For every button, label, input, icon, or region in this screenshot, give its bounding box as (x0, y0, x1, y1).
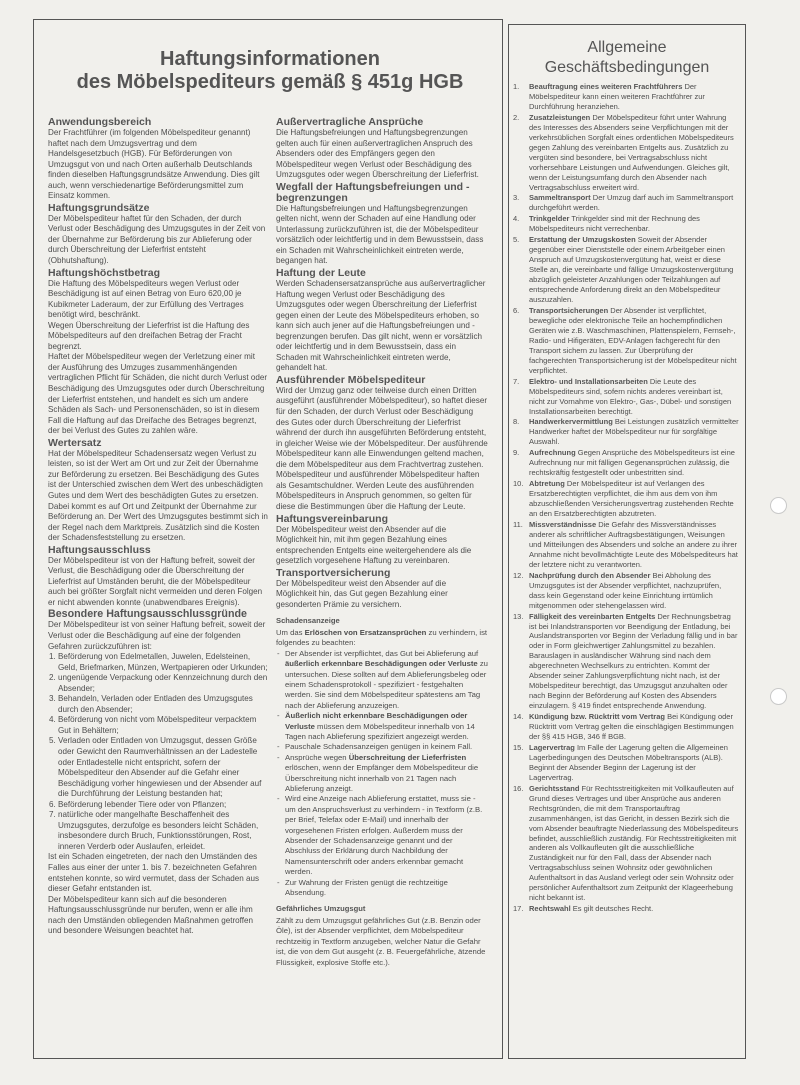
haftung-column-2 (276, 116, 488, 968)
list-item: - Ansprüche wegen Überschreitung der Lieferfristen erlöschen, wenn der Empfänger dem Möbelspediteur die Überschreitung nicht innerhalb von 21 Tagen nach Ablieferung anzeigt. (285, 753, 488, 795)
list-item: - Der Absender ist verpflichtet, das Gut bei Ablieferung auf äußerlich erkennbare Beschädigungen oder Verluste zu untersuchen. Diese sollten auf dem Ablieferungsbeleg oder einem Schadensprotokoll - spezifiziert - festgehalten werden. Sie sind dem Möbelspediteur spätestens am Tag nach der Ablieferung anzuzeigen. (285, 649, 488, 711)
section-text: Die Haftungsbefreiungen und Haftungsbegrenzungen gelten nicht, wenn der Schaden auf eine Handlung oder Unterlassung zurückzuführen ist, die der Möbelspediteur vorsätzlich oder leichtfertig und in dem Bewusstsein, dass ein Schaden mit Wahrscheinlichkeit eintreten werde, begangen hat. (276, 203, 484, 266)
section-heading: Haftungsausschluss (48, 543, 151, 556)
section-text: Ist ein Schaden eingetreten, der nach den Umständen des Falles aus einer der unter 1. bis 7. bezeichneten Gefahren entstehen konnte, so wird vermutet, dass der Schaden aus dieser Gefahr entstanden ist. (48, 852, 260, 894)
schaden-list (276, 649, 488, 899)
agb-item: 17. Rechtswahl Es gilt deutsches Recht. (513, 904, 654, 914)
section-text: Der Möbelspediteur weist den Absender auf die Möglichkeit hin, mit ihm gegen Bezahlung eines entsprechenden Entgelts eine weitergehendere als die gesetzlich vorgesehene Haftung zu vereinbaren. (276, 524, 472, 566)
agb-item: 3. Sammeltransport Der Umzug darf auch im Sammeltransport durchgeführt werden. (513, 193, 734, 213)
agb-item: 10. Abtretung Der Möbelspediteur ist auf Verlangen des Ersatzberechtigten verpflichtet, die ihm aus dem von ihm abzuschließenden Versicherungsvertrag zustehenden Rechte an den Ersatzberechtigten abzutreten. (513, 479, 734, 519)
agb-item: 14. Kündigung bzw. Rücktritt vom Vertrag Bei Kündigung oder Rücktritt vom Vertrag gelten die einschlägigen Bestimmungen der §§ 415 HGB, 346 ff BGB. (513, 712, 734, 741)
section-heading: Anwendungsbereich (48, 116, 152, 128)
agb-item: 6. Transportsicherungen Der Absender ist verpflichtet, bewegliche oder elektronische Teile an hochempfindlichen Geräten wie z.B. Waschmaschinen, Plattenspielern, Fernseh-, Radio- und Hifigeräten, EDV-Anlagen fachgerecht für den Transport sichern zu lassen. Zur Überprüfung der fachgerechten Transportsicherung ist der Möbelspediteur nicht verpflichtet. (513, 305, 737, 375)
agb-item: 13. Fälligkeit des vereinbarten Entgelts Der Rechnungsbetrag ist bei Inlandstransporten vor Beendigung der Entladung, bei Auslandstransporten vor Beginn der Verladung fällig und in bar oder in Form gleichwertiger Zahlungsmittel zu bezahlen. Barauslagen in ausländischer Währung sind nach dem abgerechneten Wechselkurs zu entrichten. Kommt der Absender seiner Zahlungsverpflichtung nicht nach, ist der Möbelspediteur berechtigt, das Umzugsgut anzuhalten oder nach Beginn der Beförderung auf Kosten des Absenders einzulagern. § 419 findet entsprechende Anwendung. (513, 611, 738, 711)
section-text: Der Frachtführer (im folgenden Möbelspediteur genannt) haftet nach dem Umzugsvertrag und dem Handelsgesetzbuch (HGB). Für Beförderungen von Umzugsgut von und nach Orten außerhalb Deutschlands finden dieselben Haftungsgrundsätze Anwendung. Dies gilt auch, wenn verschiedenartige Beförderungsmittel zum Einsatz kommen. (48, 128, 260, 201)
section-text: Die Haftungsbefreiungen und Haftungsbegrenzungen gelten auch für einen außervertraglichen Anspruch des Absenders oder des Empfängers gegen den Möbelspediteur wegen Verlust oder Beschädigung des Umzugsgutes oder wegen Überschreitung der Lieferfrist. (276, 128, 479, 180)
agb-item: 11. Missverständnisse Die Gefahr des Missverständnisses anderer als schriftlicher Auftragsbestätigungen, Weisungen und Mitteilungen des Absenders und solche an andere zu ihrer Annahme nicht bevollmächtigte Leute des Möbelspediteurs hat der letztere nicht zu verantworten. (513, 519, 738, 569)
subsection-heading: Gefährliches Umzugsgut (276, 904, 366, 914)
agb-item: 4. Trinkgelder Trinkgelder sind mit der Rechnung des Möbelspediteurs nicht verrechenbar. (513, 214, 700, 234)
agb-item: 7. Elektro- und Installationsarbeiten Die Leute des Möbelspediteurs sind, sofern nichts anderes vereinbart ist, nicht zur Vornahme von Elektro-, Gas-, Dübel- und sonstigen Installationsarbeiten berechtigt. (513, 376, 732, 416)
section-heading: Haftungshöchstbetrag (48, 266, 161, 279)
agb-item: 5. Erstattung der Umzugskosten Soweit der Absender gegenüber einer Dienststelle oder einem Arbeitgeber einen Anspruch auf Umzugskostenvergütung hat, weist er diese Stelle an, die vereinbarte und fällige Umzugskostenvergütung abzüglich geleisteter Anzahlungen oder Teilzahlungen auf entsprechende Anforderung direkt an den Möbelspediteur auszuzahlen. (513, 235, 734, 305)
section-heading: Transportversicherung (276, 566, 391, 579)
list-item: 1. Beförderung von Edelmetallen, Juwelen, Edelsteinen, Geld, Briefmarken, Münzen, Wertpapieren oder Urkunden; (58, 652, 268, 673)
agb-item: 16. Gerichtsstand Für Rechtsstreitigkeiten mit Vollkaufleuten auf Grund dieses Vertrages und über Ansprüche aus anderen Rechtsgründen, die mit dem Transportauftrag zusammenhängen, ist das Gericht, in dessen Bezirk sich die vom Absender beauftragte Niederlassung des Möbelspediteurs befindet, ausschließlich zuständig. Für Rechtsstreitigkeiten mit anderen als Vollkaufleuten gilt die ausschließliche Zuständigkeit nur für den Fall, dass der Absender nach Vertragsabschluss seinen Wohnsitz oder gewöhnlichen Aufenthaltsort in das Ausland verlegt oder sein Wohnsitz oder persönlicher Aufenthaltsort zum Zeitpunkt der Klageerhebung nicht bekannt ist. (513, 783, 739, 903)
list-item: - Zur Wahrung der Fristen genügt die rechtzeitige Absendung. (285, 878, 488, 899)
schaden-intro: Um das Erlöschen von Ersatzansprüchen zu verhindern, ist folgendes zu beachten: (276, 627, 488, 648)
section-text: Werden Schadensersatzansprüche aus außervertraglicher Haftung wegen Verlust oder Beschädigung des Umzugsgutes oder wegen Überschreitung der Lieferfrist gegen einen der Leute des Möbelspediteurs erhoben, so kann sich auch jener auf die Haftungsbefreiungen und -begrenzungen berufen. Das gilt nicht, wenn er vorsätzlich oder leichtfertig und in dem Bewusstsein, dass ein Schaden mit Wahrscheinlichkeit eintreten werde, gehandelt hat. (276, 279, 486, 373)
agb-item: 8. Handwerkervermittlung Bei Leistungen zusätzlich vermittelter Handwerker haftet der Möbelspediteur nur für sorgfältige Auswahl. (513, 417, 739, 447)
list-item: 4. Beförderung von nicht vom Möbelspediteur verpacktem Gut in Behältern; (58, 715, 268, 736)
haftung-column-1 (48, 116, 268, 937)
section-text: Der Möbelspediteur ist von der Haftung befreit, soweit der Verlust, die Beschädigung oder die Überschreitung der Lieferfrist auf Umständen beruht, die der Möbelspediteur auch bei größter Sorgfalt nicht vermeiden und deren Folgen er nicht abwenden konnte (unabwendbares Ereignis). (48, 555, 263, 607)
list-item: 6. Beförderung lebender Tiere oder von Pflanzen; (58, 800, 268, 811)
haftung-title-line1: Haftungsinformationen (160, 48, 380, 70)
section-text: Wegen Überschreitung der Lieferfrist ist die Haftung des Möbelspediteurs auf den dreifachen Betrag der Fracht begrenzt. (48, 320, 250, 351)
haftung-title-line2: des Möbelspediteurs gemäß § 451g HGB (76, 71, 464, 93)
section-text: Wird der Umzug ganz oder teilweise durch einen Dritten ausgeführt (ausführender Möbelspediteur), so haftet dieser für den Schaden, der durch Verlust oder Beschädigung des Gutes oder durch Überschreitung der Lieferfrist während der durch ihn ausgeführten Beförderung entsteht, in gleicher Weise wie der Möbelspediteur. Der ausführende Möbelspediteur kann alle Einwendungen geltend machen, die dem Möbelspediteur aus dem Frachtvertrag zustehen. Möbelspediteur und ausführender Möbelspediteur haften als Gesamtschuldner. Werden Leute des ausführenden Möbelspediteurs in Anspruch genommen, so gelten für diese die Bestimmungen über die Haftung der Leute. (276, 385, 488, 511)
section-heading: Außervertragliche Ansprüche (276, 116, 424, 128)
agb-column (513, 82, 739, 915)
section-heading: Besondere Haftungsausschlussgründe (48, 608, 247, 621)
agb-item: 12. Nachprüfung durch den Absender Bei Abholung des Umzugsgutes ist der Absender verpflichtet, nachzuprüfen, dass kein Gegenstand oder keine Einrichtung irrtümlich mitgenommen oder stehengelassen wird. (513, 570, 722, 610)
list-item: 5. Verladen oder Entladen von Umzugsgut, dessen Größe oder Gewicht den Raumverhältnissen an der Ladestelle oder Entladestelle nicht entspricht, sofern der Möbelspediteur den Absender auf die Gefahr einer Beschädigung vorher hingewiesen und der Absender auf die Durchführung der Leistung bestanden hat; (58, 736, 268, 799)
section-heading: Ausführender Möbelspediteur (276, 373, 426, 386)
section-text: Hat der Möbelspediteur Schadensersatz wegen Verlust zu leisten, so ist der Wert am Ort und zur Zeit der Übernahme zur Beförderung zu ersetzen. Bei Beschädigung des Gutes ist der Unterschied zwischen dem Wert des unbeschädigten Gutes und dem Wert des beschädigten Gutes zu ersetzen. Dabei kommt es auf Ort und Zeitpunkt der Übernahme zur Beförderung an. Der Wert des Umzugsgutes bestimmt sich in der Regel nach dem Marktpreis. Zusätzlich sind die Kosten der Schadensfeststellung zu ersetzen. (48, 448, 268, 543)
subsection-heading: Schadensanzeige (276, 616, 340, 626)
agb-item: 9. Aufrechnung Gegen Ansprüche des Möbelspediteurs ist eine Aufrechnung nur mit fälligen Gegenansprüchen zulässig, die rechtskräftig festgestellt oder unbestritten sind. (513, 448, 735, 478)
list-item: - Pauschale Schadensanzeigen genügen in keinem Fall. (285, 742, 488, 752)
section-text: Der Möbelspediteur haftet für den Schaden, der durch Verlust oder Beschädigung des Umzugsgutes in der Zeit von der Übernahme zur Beförderung bis zur Ablieferung oder durch Überschreitung der Lieferfrist entsteht (Obhutshaftung). (48, 213, 266, 266)
section-heading: Haftung der Leute (276, 267, 366, 280)
list-item: 3. Behandeln, Verladen oder Entladen des Umzugsgutes durch den Absender; (58, 694, 268, 715)
section-text: Der Möbelspediteur weist den Absender auf die Möglichkeit hin, das Gut gegen Bezahlung einer gesonderten Prämie zu versichern. (276, 578, 448, 609)
agb-item: 2. Zusatzleistungen Der Möbelspediteur führt unter Wahrung des Interesses des Absenders seine Verpflichtungen mit der verkehrsüblichen Sorgfalt eines ordentlichen Möbelspediteurs gegen Zahlung des vereinbarten Entgelts aus. Zusätzlich zu vergüten sind besondere, bei Vertragsabschluss nicht vorhersehbare Leistungen und Aufwendungen. Gleiches gilt, wenn der Leistungsumfang durch den Absender nach Vertragsabschluss erweitert wird. (513, 112, 734, 192)
section-heading: Wegfall der Haftungsbefreiungen und -begrenzungen (276, 180, 470, 204)
section-text: Zählt zu dem Umzugsgut gefährliches Gut (z.B. Benzin oder Öle), ist der Absender verpflichtet, dem Möbelspediteur rechtzeitig in Textform anzugeben, welcher Natur die Gefahr ist, die von dem Gut ausgeht (z. B. Feuergefährliche, ätzende Flüssigkeit, explosive Stoffe etc.). (276, 915, 486, 967)
agb-title-line1: Allgemeine (587, 39, 667, 56)
list-item: - Äußerlich nicht erkennbare Beschädigungen oder Verluste müssen dem Möbelspediteur innerhalb von 14 Tagen nach Ablieferung spezifiziert angezeigt werden. (285, 711, 488, 742)
section-text: Die Haftung des Möbelspediteurs wegen Verlust oder Beschädigung ist auf einen Betrag von Euro 620,00 je Kubikmeter Laderaum, der zur Erfüllung des Vertrages benötigt wird, beschränkt. (48, 278, 244, 320)
haftung-title (40, 48, 500, 94)
list-item: 2. ungenügende Verpackung oder Kennzeichnung durch den Absender; (58, 673, 268, 694)
exclusion-list (48, 652, 268, 852)
list-item: - Wird eine Anzeige nach Ablieferung erstattet, muss sie - um den Anspruchsverlust zu verhindern - in Textform (z.B. per Brief, Telefax oder E-Mail) und innerhalb der vorgesehenen Fristen erfolgen. Außerdem muss der Absender der Schadensanzeige genannt und der Abschluss der Erklärung durch Nachbildung der Namensunterschrift oder anders erkennbar gemacht werden. (285, 794, 488, 877)
section-heading: Haftungsgrundsätze (48, 201, 150, 214)
section-text: Haftet der Möbelspediteur wegen der Verletzung einer mit der Ausführung des Umzuges zusammenhängenden vertraglichen Pflicht für Schäden, die nicht durch Verlust oder Beschädigung des Umzugsgutes oder durch Überschreitung der Lieferfrist entstehen, und handelt es sich um andere Schäden als Sach- und Personenschäden, so ist in diesem Fall die Haftung auf das Dreifache des Betrages begrenzt, der bei Verlust des Gutes zu zahlen wäre. (48, 352, 268, 436)
section-text: Der Möbelspediteur ist von seiner Haftung befreit, soweit der Verlust oder die Beschädigung auf eine der folgenden Gefahren zurückzuführen ist: (48, 620, 266, 651)
punch-hole (770, 497, 787, 514)
section-heading: Wertersatz (48, 436, 102, 449)
list-item: 7. natürliche oder mangelhafte Beschaffenheit des Umzugsgutes, derzufolge es besonders leicht Schäden, insbesondere durch Bruch, Funktionsstörungen, Rost, inneren Verderb oder Auslaufen, erleidet. (58, 810, 268, 852)
punch-hole (770, 688, 787, 705)
section-text: Der Möbelspediteur kann sich auf die besonderen Haftungsausschlussgründe nur berufen, wenn er alle ihm nach den Umständen obliegenden Maßnahmen getroffen und besondere Weisungen beachtet hat. (48, 894, 254, 936)
agb-item: 15. Lagervertrag Im Falle der Lagerung gelten die Allgemeinen Lagerbedingungen des Deutschen Möbeltransports (ALB). Beginnt der Absender Beginn der Lagerung ist der Lagervertrag. (513, 742, 728, 782)
agb-title-line2: Geschäftsbedingungen (544, 59, 710, 76)
section-heading: Haftungsvereinbarung (276, 512, 389, 525)
agb-title (510, 38, 744, 78)
agb-item: 1. Beauftragung eines weiteren Frachtführers Der Möbelspediteur kann einen weiteren Frachtführer zur Durchführung heranziehen. (513, 82, 705, 111)
